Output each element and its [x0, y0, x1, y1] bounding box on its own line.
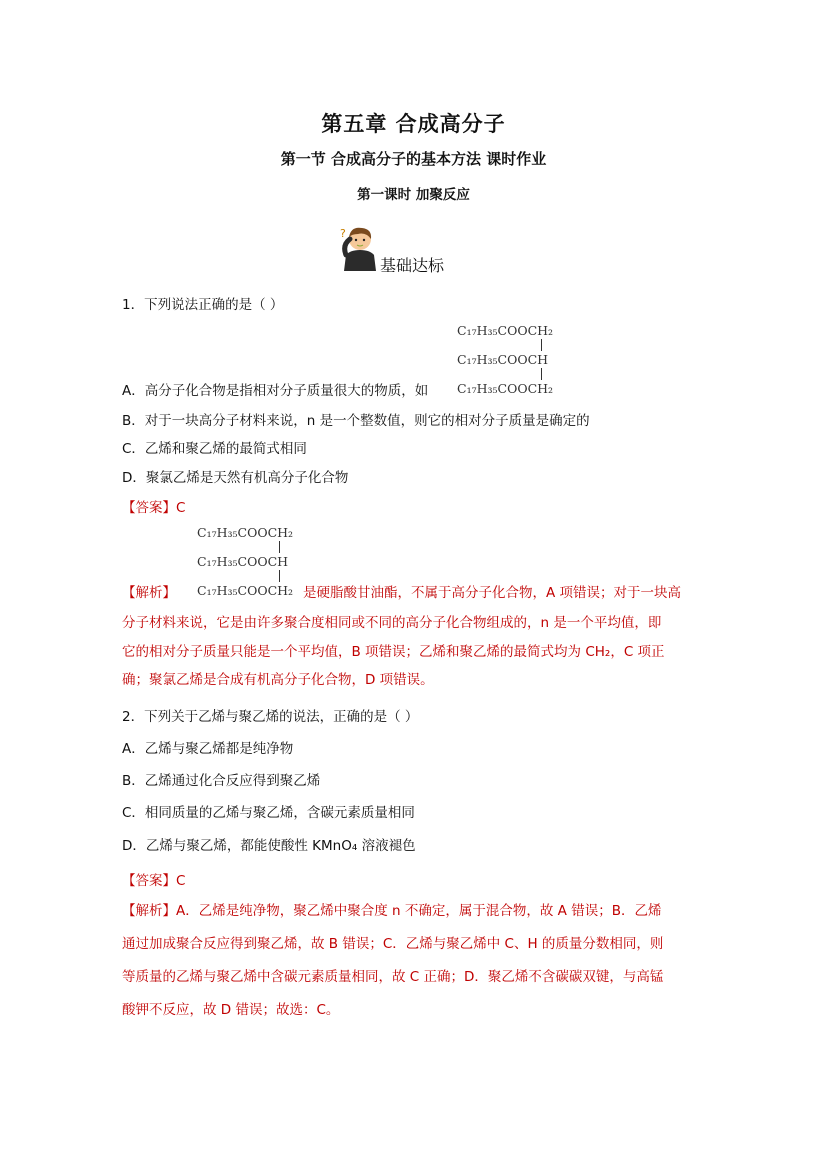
chapter-title: 第五章 合成高分子 — [321, 112, 506, 136]
q2-expl-line: 酸钾不反应，故 D 错误；故选：C。 — [122, 1002, 340, 1018]
q1-answer — [122, 496, 185, 516]
q2-option-b: B．乙烯通过化合反应得到聚乙烯 — [122, 773, 321, 789]
section-title: 第一节 合成高分子的基本方法 课时作业 — [280, 150, 547, 168]
q2-option-a: A．乙烯与聚乙烯都是纯净物 — [122, 741, 294, 757]
q2-expl-line: 【解析】A．乙烯是纯净物，聚乙烯中聚合度 n 不确定，属于混合物，故 A 错误；B．乙烯 — [122, 903, 662, 919]
lesson-title: 第一课时 加聚反应 — [357, 187, 470, 203]
answer-label: 【答案】 — [122, 873, 176, 889]
q1-option-a: A．高分子化合物是指相对分子质量很大的物质，如 — [122, 383, 429, 399]
q2-expl-line: 通过加成聚合反应得到聚乙烯，故 B 错误；C．乙烯与聚乙烯中 C、H 的质量分数相同，则 — [122, 936, 664, 952]
q2-option-c: C．相同质量的乙烯与聚乙烯，含碳元素质量相同 — [122, 805, 415, 821]
q1-expl-formula — [197, 518, 293, 605]
formula-bond — [541, 368, 542, 380]
badge-label: 基础达标 — [380, 256, 445, 275]
svg-text:?: ? — [340, 227, 346, 240]
formula-row: C₁₇H₃₅COOCH — [197, 554, 289, 569]
q1-expl-line: 是硬脂酸甘油酯，不属于高分子化合物，A 项错误；对于一块高 — [303, 585, 682, 601]
q2-option-d: D．乙烯与聚乙烯，都能使酸性 KMnO₄ 溶液褪色 — [122, 838, 416, 854]
formula-bond — [279, 541, 280, 553]
formula-row: C₁₇H₃₅COOCH — [457, 352, 549, 367]
q1-expl-label: 【解析】 — [122, 585, 176, 601]
q1-formula — [457, 316, 553, 403]
thinking-boy-icon — [338, 225, 380, 271]
answer-value: C — [176, 500, 186, 516]
q2-stem: 2．下列关于乙烯与聚乙烯的说法，正确的是（ ） — [122, 709, 419, 725]
q1-stem: 1．下列说法正确的是（ ） — [122, 297, 284, 313]
formula-bond — [279, 570, 280, 582]
formula-row: C₁₇H₃₅COOCH₂ — [197, 525, 294, 540]
formula-row: C₁₇H₃₅COOCH₂ — [197, 583, 294, 598]
answer-value: C — [176, 873, 186, 889]
q1-option-b: B．对于一块高分子材料来说，n 是一个整数值，则它的相对分子质量是确定的 — [122, 413, 590, 429]
formula-row: C₁₇H₃₅COOCH₂ — [457, 323, 554, 338]
q1-option-d: D．聚氯乙烯是天然有机高分子化合物 — [122, 470, 349, 486]
q1-expl-line: 它的相对分子质量只能是一个平均值，B 项错误；乙烯和聚乙烯的最简式均为 CH₂，C 项正 — [122, 644, 665, 660]
q1-expl-line: 确；聚氯乙烯是合成有机高分子化合物，D 项错误。 — [122, 672, 434, 688]
q2-answer — [122, 869, 185, 889]
q2-expl-line: 等质量的乙烯与聚乙烯中含碳元素质量相同，故 C 正确；D．聚乙烯不含碳碳双键，与高锰 — [122, 969, 664, 985]
formula-bond — [541, 339, 542, 351]
q1-option-c: C．乙烯和聚乙烯的最简式相同 — [122, 441, 307, 457]
answer-label: 【答案】 — [122, 500, 176, 516]
formula-row: C₁₇H₃₅COOCH₂ — [457, 381, 554, 396]
q1-expl-line: 分子材料来说，它是由许多聚合度相同或不同的高分子化合物组成的，n 是一个平均值，即 — [122, 615, 662, 631]
